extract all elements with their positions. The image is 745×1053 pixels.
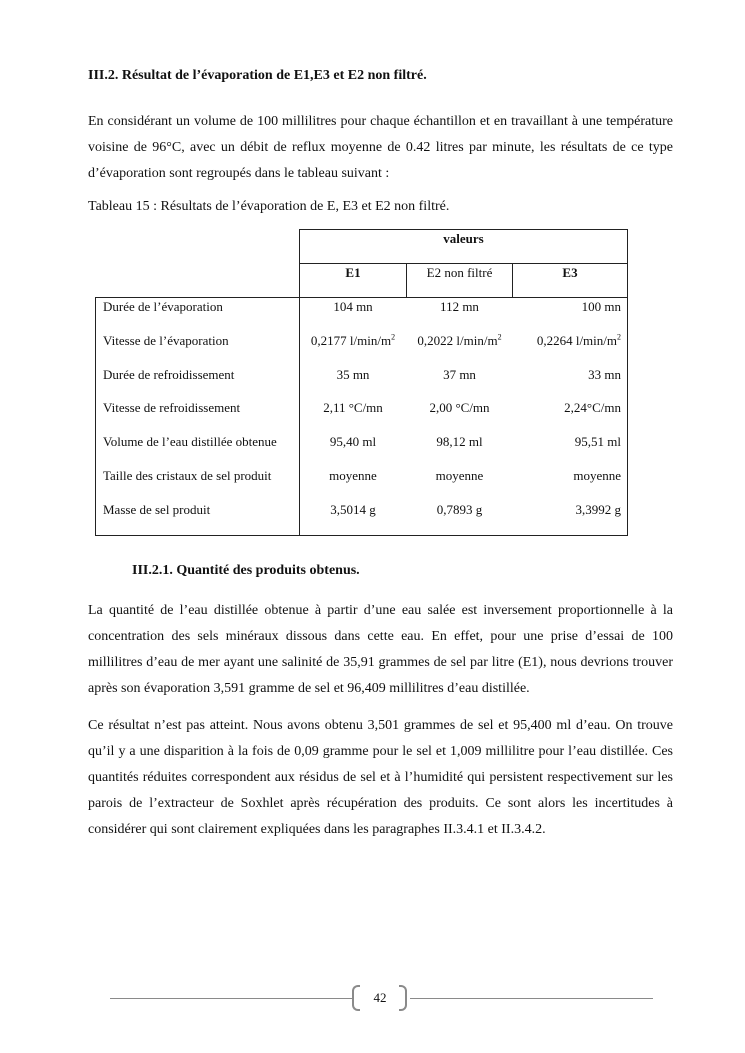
row-label: Masse de sel produit xyxy=(103,502,211,517)
table-group-header: valeurs xyxy=(443,231,484,246)
cell-e1: moyenne xyxy=(329,468,377,483)
cell-e3 xyxy=(513,333,621,349)
table-border-bottom xyxy=(95,535,628,536)
section-heading: III.2. Résultat de l’évaporation de E1,E3 et E2 non filtré. xyxy=(88,68,427,83)
cell-e1: 3,5014 g xyxy=(330,502,376,517)
results-table xyxy=(95,229,628,536)
page-number: 42 xyxy=(373,990,387,1005)
cell-e3: 95,51 ml xyxy=(574,434,621,449)
cell-e1: 95,40 ml xyxy=(329,434,377,449)
cell-e2 xyxy=(407,333,512,349)
table-border-group xyxy=(299,263,628,264)
cell-e3: 2,24°C/mn xyxy=(564,400,621,415)
row-label: Durée de refroidissement xyxy=(103,367,235,382)
cell-e2: 2,00 °C/mn xyxy=(429,400,490,415)
row-label: Taille des cristaux de sel produit xyxy=(103,468,272,483)
column-header-e3: E3 xyxy=(562,265,578,280)
cell-e2: 37 mn xyxy=(443,367,476,382)
cell-e1: 104 mn xyxy=(333,299,373,314)
cell-e1: 35 mn xyxy=(336,367,370,382)
intro-paragraph: En considérant un volume de 100 millilitres pour chaque échantillon et en travaillant à une température voisine de 96°C, avec un débit de reflux moyenne de 0.42 litres par minute, les résultats de ce type d’évaporation sont regroupés dans le tableau suivant : xyxy=(88,114,673,181)
subsection-heading: III.2.1. Quantité des produits obtenus. xyxy=(132,563,360,578)
cell-e1 xyxy=(300,333,406,349)
table-border-header xyxy=(95,297,628,298)
column-header-e1: E1 xyxy=(345,265,361,280)
row-label: Volume de l’eau distillée obtenue xyxy=(103,434,277,449)
table-caption: Tableau 15 : Résultats de l’évaporation de E, E3 et E2 non filtré. xyxy=(88,199,450,214)
footer-rule-left xyxy=(110,998,352,999)
unit-exponent: 2 xyxy=(391,332,396,342)
left-bracket-icon xyxy=(352,985,360,1011)
footer-rule-right xyxy=(410,998,653,999)
cell-value: 0,2177 l/min/m xyxy=(310,333,392,348)
cell-e3: 3,3992 g xyxy=(575,502,621,517)
body-paragraph-2: Ce résultat n’est pas atteint. Nous avons obtenu 3,501 grammes de sel et 95,400 ml d’eau. On trouve qu’il y a une disparition à la fois de 0,09 gramme pour le sel et 1,009 millilitre pour l’eau distillée. Ces quantités réduites correspondent aux résidus de sel et à l’humidité qui persistent respectivement sur les parois de l’extracteur de Soxhlet après récupération des produits. Ce sont alors les incertitudes à considérer qui sont clairement expliquées dans les paragraphes II.3.4.1 et II.3.4.2. xyxy=(88,718,673,837)
table-border-right xyxy=(627,229,628,536)
row-label: Durée de l’évaporation xyxy=(103,299,223,314)
unit-exponent: 2 xyxy=(497,332,502,342)
cell-value: 0,2022 l/min/m xyxy=(417,333,498,348)
cell-e2: moyenne xyxy=(435,468,484,483)
cell-e2: 98,12 ml xyxy=(436,434,483,449)
table-border-top xyxy=(299,229,628,230)
row-label: Vitesse de l’évaporation xyxy=(103,333,229,348)
right-bracket-icon xyxy=(399,985,407,1011)
cell-e2: 112 mn xyxy=(440,299,479,314)
column-header-e2: E2 non filtré xyxy=(426,265,493,280)
cell-e3: moyenne xyxy=(573,468,621,483)
cell-value: 0,2264 l/min/m xyxy=(536,333,617,348)
cell-e3: 100 mn xyxy=(581,299,621,314)
unit-exponent: 2 xyxy=(617,332,621,342)
table-border-left xyxy=(95,297,96,536)
cell-e2: 0,7893 g xyxy=(436,502,483,517)
row-label: Vitesse de refroidissement xyxy=(103,400,241,415)
cell-e3: 33 mn xyxy=(588,367,621,382)
cell-e1: 2,11 °C/mn xyxy=(323,400,383,415)
body-paragraph-1: La quantité de l’eau distillée obtenue à partir d’une eau salée est inversement proportionnelle à la concentration des sels minéraux dissous dans cette eau. En effet, pour une prise d’essai de 100 millilitres d’eau de mer ayant une salinité de 35,91 grammes de sel par litre (E1), nous devrions trouver après son évaporation 3,591 gramme de sel et 96,409 millilitres d’eau distillée. xyxy=(88,603,673,696)
